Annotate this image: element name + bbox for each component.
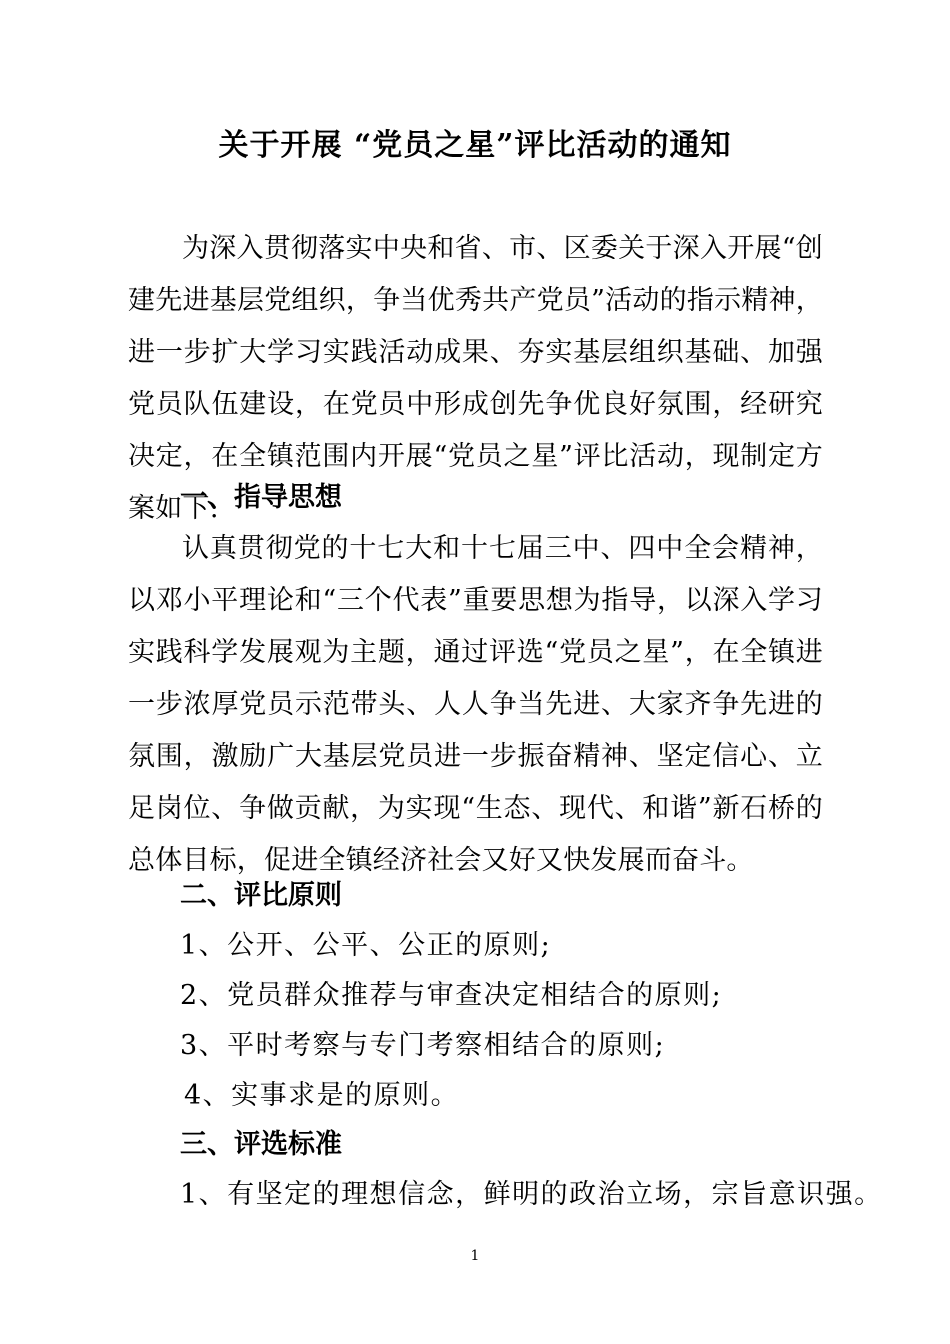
- page-number: 1: [470, 1248, 480, 1264]
- principle-item: 4、实事求是的原则。: [184, 1080, 460, 1111]
- guiding-ideology-paragraph: 认真贯彻党的十七大和十七届三中、四中全会精神，以邓小平理论和“三个代表”重要思想为指导，以深入学习实践科学发展观为主题，通过评选“党员之星”，在全镇进一步浓厚党员示范带头、人人争当先进、大家齐争先进的氛围，激励广大基层党员进一步振奋精神、坚定信心、立足岗位、争做贡献，为实现“生态、现代、和谐”新石桥的总体目标，促进全镇经济社会又好又快发展而奋斗。: [128, 533, 823, 876]
- intro-paragraph: 为深入贯彻落实中央和省、市、区委关于深入开展“创建先进基层党组织，争当优秀共产党员”活动的指示精神，进一步扩大学习实践活动成果、夯实基层组织基础、加强党员队伍建设，在党员中形成创先争优良好氛围，经研究决定，在全镇范围内开展“党员之星”评比活动，现制定方案如下:: [128, 233, 823, 524]
- criteria-item: 1、有坚定的理想信念，鲜明的政治立场，宗旨意识强。: [180, 1179, 883, 1210]
- document-title: 关于开展 “党员之星”评比活动的通知: [218, 128, 732, 163]
- section-heading-evaluation-principles: 二、评比原则: [180, 880, 342, 911]
- principle-item: 3、平时考察与专门考察相结合的原则;: [180, 1030, 666, 1061]
- principle-item: 1、公开、公平、公正的原则;: [180, 930, 552, 961]
- principle-item: 2、党员群众推荐与审查决定相结合的原则;: [180, 980, 723, 1011]
- section-heading-guiding-ideology: 一、指导思想: [180, 482, 342, 513]
- section-heading-selection-criteria: 三、评选标准: [180, 1129, 342, 1160]
